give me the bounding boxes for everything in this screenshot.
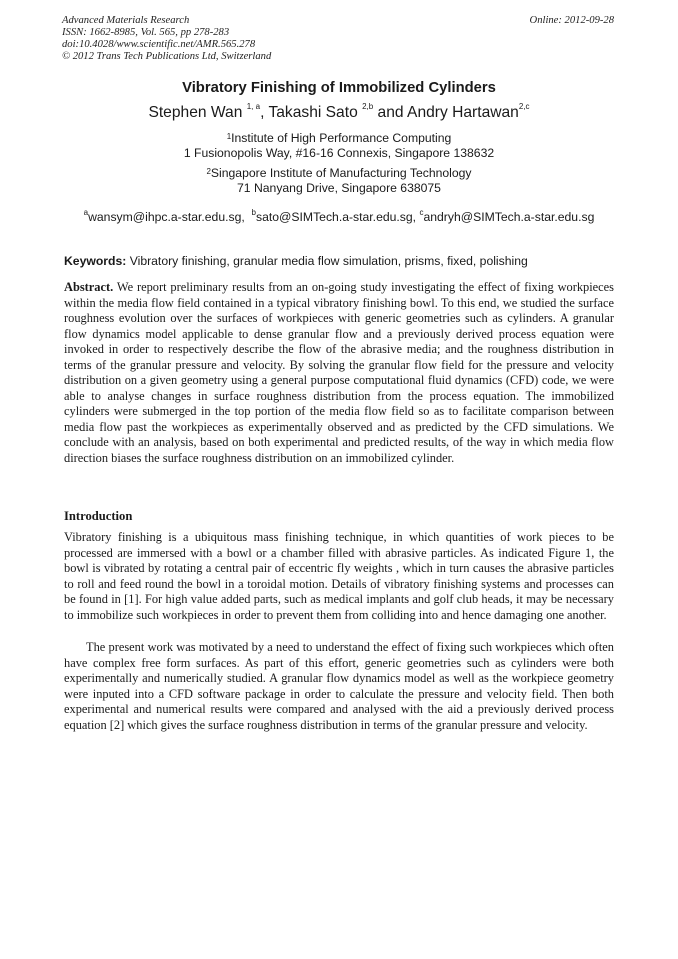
email-list (0, 210, 678, 224)
author-list (0, 104, 678, 122)
online-date: Online: 2012-09-28 (529, 15, 614, 26)
issn-line: ISSN: 1662-8985, Vol. 565, pp 278-283 (62, 27, 230, 38)
author-name: Stephen Wan (148, 104, 243, 121)
affiliation-mark: 1 (226, 132, 232, 141)
keywords-text: Vibratory finishing, granular media flow simulation, prisms, fixed, polishing (126, 254, 528, 268)
author-separator: , (260, 104, 269, 121)
affiliation-mark: 2 (206, 167, 211, 176)
journal-header (62, 15, 614, 63)
author-affiliation-mark: 2,b (362, 102, 374, 111)
journal-name: Advanced Materials Research (62, 15, 190, 26)
doi-line: doi:10.4028/www.scientific.net/AMR.565.278 (62, 39, 256, 50)
author-affiliation-mark: 1, a (246, 102, 261, 111)
email-address[interactable]: andryh@SIMTech.a-star.edu.sg (423, 210, 595, 224)
paper-title: Vibratory Finishing of Immobilized Cylinders (182, 80, 496, 96)
section-heading-introduction: Introduction (64, 509, 133, 523)
copyright-line: © 2012 Trans Tech Publications Ltd, Switzerland (62, 51, 272, 62)
email-address[interactable]: sato@SIMTech.a-star.edu.sg, (256, 210, 417, 224)
abstract-text: We report preliminary results from an on-going study investigating the effect of fixing workpieces within the media flow field contained in a typical vibratory finishing bowl. To this end, we studied the surface roughness evolution over the surfaces of workpieces with generic geometries such as cylinders. A granular flow dynamics model applicable to dense granular flow and a previously derived process equation were invoked in order to respectively describe the flow of the abrasive media; and the roughness distribution in terms of the granular pressure and velocity. By solving the granular flow field for the pressure and velocity distribution on a given geometry using a general purpose computational fluid dynamics (CFD) code, we were able to analyse changes in surface roughness distribution from the process equation. The immobilized cylinders were submerged in the top portion of the media flow field so as to facilitate comparison between media flow past the workpieces as experimentally observed and as predicted by the CFD simulations. We conclude with an analysis, based on both experimental and predicted results, of the way in which media flow direction biases the surface roughness distribution on an immobilized cylinder. (64, 280, 614, 466)
email-mark: b (251, 208, 256, 217)
author-name: Takashi Sato (268, 104, 358, 121)
affiliation-institute: Institute of High Performance Computing (231, 131, 452, 145)
affiliation-1 (0, 131, 678, 161)
abstract-label: Abstract. (64, 280, 114, 294)
author-name: Andry Hartawan (407, 104, 519, 121)
affiliation-2 (0, 166, 678, 196)
intro-paragraph-1: Vibratory finishing is a ubiquitous mass finishing technique, in which quantities of work pieces to be processed are immersed with a bowl or a chamber filled with abrasive particles. As indicated Figure 1, the bowl is vibrated by rotating a central pair of eccentric fly weights , which in turn causes the abrasive particles to roll and feed round the bowl in a toroidal motion. Details of vibratory finishing systems and processes can be found in [1]. For high value added parts, such as medical implants and golf club heads, it may be necessary to immobilize such workpieces in order to prevent them from colliding into and hence damaging one another. (64, 530, 614, 622)
email-address[interactable]: wansym@ihpc.a-star.edu.sg, (88, 210, 245, 224)
intro-paragraph-2: The present work was motivated by a need to understand the effect of fixing such workpieces which often have complex free form surfaces. As part of this effort, generic geometries such as cylinders were both experimentally and numerically studied. A granular flow dynamics model as well as the workpiece geometry were inputed into a CFD software package in order to calculate the pressure and velocity field. Then both experimental and numerical results were compared and analysed with the aid a previously derived process equation [2] which gives the surface roughness distribution in terms of the granular pressure and velocity. (64, 640, 614, 732)
affiliation-institute: Singapore Institute of Manufacturing Technology (210, 166, 472, 180)
keywords (64, 254, 614, 268)
keywords-label: Keywords: (64, 254, 127, 268)
author-separator: and (373, 104, 408, 121)
affiliation-address: 1 Fusionopolis Way, #16-16 Connexis, Singapore 138632 (183, 146, 495, 160)
email-mark: c (419, 208, 424, 217)
affiliation-address: 71 Nanyang Drive, Singapore 638075 (237, 181, 441, 195)
abstract (64, 280, 614, 467)
author-affiliation-mark: 2,c (518, 102, 530, 111)
email-mark: a (83, 208, 89, 217)
